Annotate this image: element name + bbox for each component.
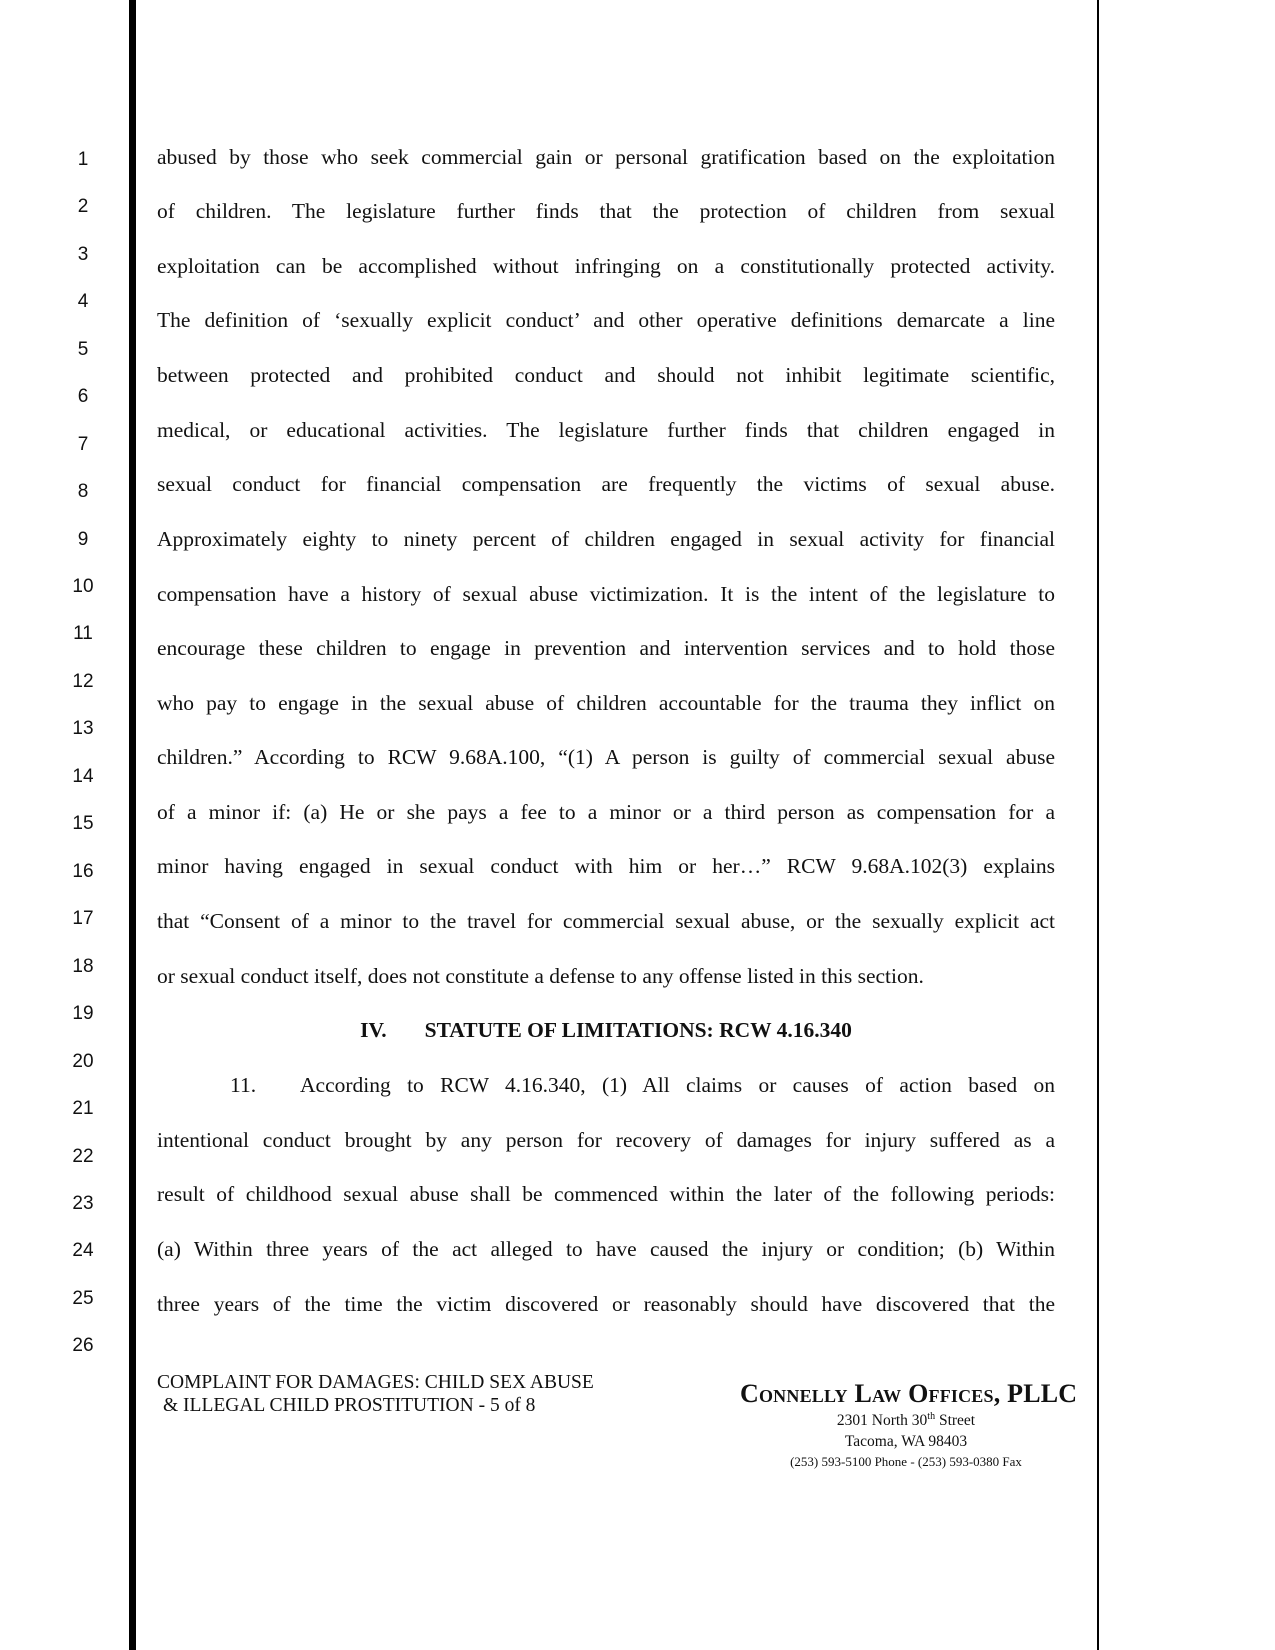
- line-number: 12: [72, 671, 94, 692]
- body-line: The definition of ‘sexually explicit conduct’ and other operative definitions demarcate a line: [157, 308, 1055, 332]
- body-line: result of childhood sexual abuse shall be commenced within the later of the following periods:: [157, 1182, 1055, 1206]
- firm-letterhead: [740, 1378, 1078, 1472]
- body-line: that “Consent of a minor to the travel for commercial sexual abuse, or the sexually explicit act: [157, 909, 1055, 933]
- line-number: 9: [77, 529, 89, 550]
- line-number: 6: [77, 386, 89, 407]
- body-line: three years of the time the victim discovered or reasonably should have discovered that the: [157, 1292, 1055, 1316]
- line-number: 22: [72, 1146, 94, 1167]
- line-number: 10: [72, 576, 94, 597]
- line-number: 8: [77, 481, 89, 502]
- line-number: 13: [72, 718, 94, 739]
- paragraph-11-first-line: [157, 1071, 1055, 1099]
- body-line: According to RCW 4.16.340, (1) All claims or causes of action based on: [300, 1073, 1055, 1097]
- body-line: encourage these children to engage in prevention and intervention services and to hold those: [157, 636, 1055, 660]
- line-number: 7: [77, 434, 89, 455]
- line-number: 4: [77, 291, 89, 312]
- body-line: or sexual conduct itself, does not constitute a defense to any offense listed in this section.: [157, 964, 924, 988]
- firm-phone-fax: (253) 593-5100 Phone - (253) 593-0380 Fax: [790, 1454, 1022, 1469]
- body-line: (a) Within three years of the act alleged to have caused the injury or condition; (b) Within: [157, 1237, 1055, 1261]
- body-line: minor having engaged in sexual conduct with him or her…” RCW 9.68A.102(3) explains: [157, 854, 1055, 878]
- line-number: 23: [72, 1193, 94, 1214]
- line-number: 19: [72, 1003, 94, 1024]
- body-line: children.” According to RCW 9.68A.100, “(1) A person is guilty of commercial sexual abuse: [157, 745, 1055, 769]
- left-margin-rule: [129, 0, 136, 1650]
- line-number: 11: [73, 623, 93, 644]
- right-margin-rule: [1097, 0, 1099, 1650]
- line-number: 25: [72, 1288, 94, 1309]
- body-line: intentional conduct brought by any person for recovery of damages for injury suffered as a: [157, 1128, 1055, 1152]
- body-line: between protected and prohibited conduct and should not inhibit legitimate scientific,: [157, 363, 1055, 387]
- line-number: 3: [77, 244, 89, 265]
- firm-city-address: Tacoma, WA 98403: [844, 1433, 968, 1450]
- paragraph-number: 11.: [230, 1073, 257, 1097]
- caption-line-1: COMPLAINT FOR DAMAGES: CHILD SEX ABUSE: [157, 1372, 594, 1393]
- line-number: 18: [72, 956, 94, 977]
- body-line: medical, or educational activities. The legislature further finds that children engaged in: [157, 418, 1055, 442]
- body-line: sexual conduct for financial compensation are frequently the victims of sexual abuse.: [157, 472, 1055, 496]
- line-number: 20: [72, 1051, 94, 1072]
- body-line: who pay to engage in the sexual abuse of children accountable for the trauma they inflict on: [157, 691, 1055, 715]
- firm-street-address: 2301 North 30th Street: [836, 1410, 976, 1429]
- section-number: IV.: [360, 1018, 387, 1042]
- firm-name: Connelly Law Offices, PLLC: [740, 1379, 1078, 1408]
- body-line: abused by those who seek commercial gain or personal gratification based on the exploitation: [157, 145, 1055, 169]
- body-line: Approximately eighty to ninety percent of children engaged in sexual activity for financial: [157, 527, 1055, 551]
- body-line: of a minor if: (a) He or she pays a fee to a minor or a third person as compensation for a: [157, 800, 1055, 824]
- body-line: exploitation can be accomplished without infringing on a constitutionally protected activity.: [157, 254, 1055, 278]
- line-number: 5: [77, 339, 89, 360]
- document-caption: [157, 1371, 594, 1417]
- line-number: 24: [72, 1240, 94, 1261]
- line-number: 14: [72, 766, 94, 787]
- line-number: 17: [72, 908, 94, 929]
- section-heading: [157, 1016, 1055, 1044]
- line-number: 26: [72, 1335, 94, 1356]
- caption-line-2: & ILLEGAL CHILD PROSTITUTION - 5 of 8: [163, 1395, 536, 1416]
- line-number: 21: [72, 1098, 94, 1119]
- line-number: 1: [77, 149, 89, 170]
- line-number: 16: [72, 861, 94, 882]
- body-line: compensation have a history of sexual abuse victimization. It is the intent of the legislature to: [157, 582, 1055, 606]
- section-title: STATUTE OF LIMITATIONS: RCW 4.16.340: [424, 1018, 852, 1042]
- line-number: 15: [72, 813, 94, 834]
- line-number: 2: [77, 196, 89, 217]
- body-line: of children. The legislature further finds that the protection of children from sexual: [157, 199, 1055, 223]
